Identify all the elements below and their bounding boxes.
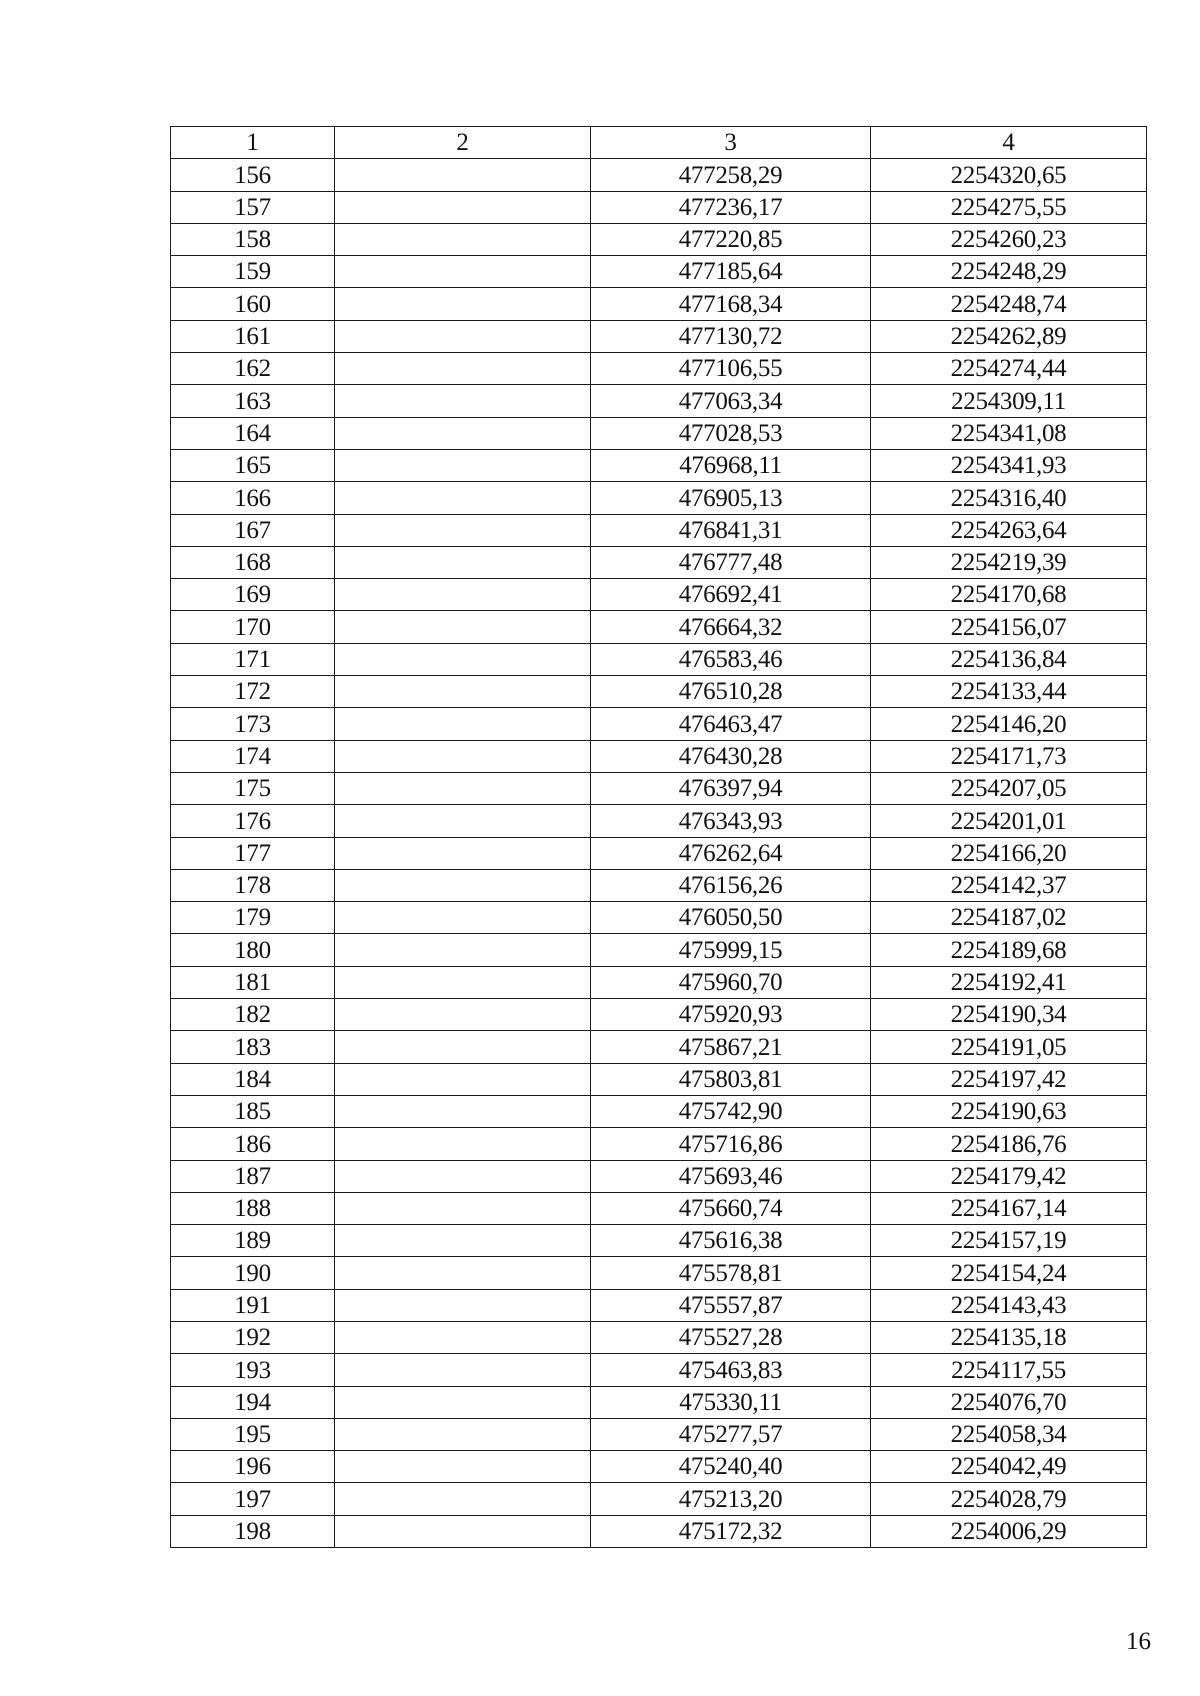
empty-cell [335, 256, 591, 288]
point-number-cell: 193 [171, 1354, 335, 1386]
table-row [171, 417, 1147, 449]
point-number-cell: 194 [171, 1386, 335, 1418]
x-coordinate-cell: 475578,81 [591, 1257, 871, 1289]
table-row [171, 611, 1147, 643]
point-number-cell: 189 [171, 1225, 335, 1257]
empty-cell [335, 1160, 591, 1192]
x-coordinate-cell: 476397,94 [591, 772, 871, 804]
y-coordinate-cell: 2254260,23 [871, 223, 1147, 255]
empty-cell [335, 579, 591, 611]
point-number-cell: 172 [171, 676, 335, 708]
y-coordinate-cell: 2254187,02 [871, 902, 1147, 934]
x-coordinate-cell: 476968,11 [591, 449, 871, 481]
x-coordinate-cell: 475330,11 [591, 1386, 871, 1418]
x-coordinate-cell: 476777,48 [591, 546, 871, 578]
point-number-cell: 169 [171, 579, 335, 611]
table-body [171, 159, 1147, 1548]
x-coordinate-cell: 475463,83 [591, 1354, 871, 1386]
table-row [171, 1031, 1147, 1063]
empty-cell [335, 449, 591, 481]
x-coordinate-cell: 477028,53 [591, 417, 871, 449]
x-coordinate-cell: 475742,90 [591, 1095, 871, 1127]
point-number-cell: 197 [171, 1483, 335, 1515]
x-coordinate-cell: 476510,28 [591, 676, 871, 708]
table-row [171, 708, 1147, 740]
x-coordinate-cell: 476664,32 [591, 611, 871, 643]
column-header-1: 1 [171, 127, 335, 159]
empty-cell [335, 966, 591, 998]
point-number-cell: 160 [171, 288, 335, 320]
table-row [171, 1160, 1147, 1192]
x-coordinate-cell: 475616,38 [591, 1225, 871, 1257]
x-coordinate-cell: 476430,28 [591, 740, 871, 772]
y-coordinate-cell: 2254190,63 [871, 1095, 1147, 1127]
table-row [171, 288, 1147, 320]
x-coordinate-cell: 477258,29 [591, 159, 871, 191]
point-number-cell: 164 [171, 417, 335, 449]
point-number-cell: 195 [171, 1418, 335, 1450]
point-number-cell: 186 [171, 1128, 335, 1160]
empty-cell [335, 191, 591, 223]
point-number-cell: 170 [171, 611, 335, 643]
point-number-cell: 167 [171, 514, 335, 546]
empty-cell [335, 643, 591, 675]
table-row [171, 320, 1147, 352]
x-coordinate-cell: 477130,72 [591, 320, 871, 352]
empty-cell [335, 1451, 591, 1483]
point-number-cell: 180 [171, 934, 335, 966]
point-number-cell: 163 [171, 385, 335, 417]
empty-cell [335, 159, 591, 191]
point-number-cell: 165 [171, 449, 335, 481]
x-coordinate-cell: 477236,17 [591, 191, 871, 223]
empty-cell [335, 1483, 591, 1515]
empty-cell [335, 934, 591, 966]
y-coordinate-cell: 2254186,76 [871, 1128, 1147, 1160]
y-coordinate-cell: 2254207,05 [871, 772, 1147, 804]
y-coordinate-cell: 2254316,40 [871, 482, 1147, 514]
table-row [171, 1483, 1147, 1515]
y-coordinate-cell: 2254274,44 [871, 353, 1147, 385]
y-coordinate-cell: 2254248,29 [871, 256, 1147, 288]
x-coordinate-cell: 477063,34 [591, 385, 871, 417]
x-coordinate-cell: 475920,93 [591, 999, 871, 1031]
empty-cell [335, 1386, 591, 1418]
point-number-cell: 187 [171, 1160, 335, 1192]
x-coordinate-cell: 475693,46 [591, 1160, 871, 1192]
page-number: 16 [1126, 1628, 1151, 1655]
x-coordinate-cell: 475999,15 [591, 934, 871, 966]
point-number-cell: 159 [171, 256, 335, 288]
y-coordinate-cell: 2254157,19 [871, 1225, 1147, 1257]
point-number-cell: 192 [171, 1321, 335, 1353]
y-coordinate-cell: 2254136,84 [871, 643, 1147, 675]
y-coordinate-cell: 2254028,79 [871, 1483, 1147, 1515]
empty-cell [335, 1289, 591, 1321]
table-row [171, 1192, 1147, 1224]
y-coordinate-cell: 2254042,49 [871, 1451, 1147, 1483]
table-row [171, 1386, 1147, 1418]
y-coordinate-cell: 2254201,01 [871, 805, 1147, 837]
y-coordinate-cell: 2254341,93 [871, 449, 1147, 481]
x-coordinate-cell: 475172,32 [591, 1515, 871, 1547]
table-row [171, 1418, 1147, 1450]
empty-cell [335, 837, 591, 869]
empty-cell [335, 1128, 591, 1160]
x-coordinate-cell: 476905,13 [591, 482, 871, 514]
table-row [171, 676, 1147, 708]
point-number-cell: 182 [171, 999, 335, 1031]
point-number-cell: 162 [171, 353, 335, 385]
x-coordinate-cell: 476050,50 [591, 902, 871, 934]
point-number-cell: 188 [171, 1192, 335, 1224]
empty-cell [335, 805, 591, 837]
table-row [171, 159, 1147, 191]
y-coordinate-cell: 2254191,05 [871, 1031, 1147, 1063]
header-row [171, 127, 1147, 159]
table-row [171, 1289, 1147, 1321]
x-coordinate-cell: 475240,40 [591, 1451, 871, 1483]
x-coordinate-cell: 475960,70 [591, 966, 871, 998]
y-coordinate-cell: 2254166,20 [871, 837, 1147, 869]
empty-cell [335, 546, 591, 578]
x-coordinate-cell: 475660,74 [591, 1192, 871, 1224]
empty-cell [335, 611, 591, 643]
table-row [171, 740, 1147, 772]
y-coordinate-cell: 2254189,68 [871, 934, 1147, 966]
y-coordinate-cell: 2254275,55 [871, 191, 1147, 223]
y-coordinate-cell: 2254170,68 [871, 579, 1147, 611]
point-number-cell: 179 [171, 902, 335, 934]
x-coordinate-cell: 476841,31 [591, 514, 871, 546]
table-row [171, 805, 1147, 837]
x-coordinate-cell: 475716,86 [591, 1128, 871, 1160]
x-coordinate-cell: 477106,55 [591, 353, 871, 385]
x-coordinate-cell: 475213,20 [591, 1483, 871, 1515]
table-row [171, 223, 1147, 255]
x-coordinate-cell: 475277,57 [591, 1418, 871, 1450]
x-coordinate-cell: 475867,21 [591, 1031, 871, 1063]
table-row [171, 353, 1147, 385]
point-number-cell: 190 [171, 1257, 335, 1289]
table-row [171, 1128, 1147, 1160]
empty-cell [335, 1192, 591, 1224]
empty-cell [335, 1095, 591, 1127]
point-number-cell: 174 [171, 740, 335, 772]
column-header-3: 3 [591, 127, 871, 159]
point-number-cell: 161 [171, 320, 335, 352]
empty-cell [335, 385, 591, 417]
empty-cell [335, 708, 591, 740]
y-coordinate-cell: 2254167,14 [871, 1192, 1147, 1224]
empty-cell [335, 902, 591, 934]
empty-cell [335, 514, 591, 546]
y-coordinate-cell: 2254341,08 [871, 417, 1147, 449]
empty-cell [335, 1063, 591, 1095]
point-number-cell: 171 [171, 643, 335, 675]
column-header-4: 4 [871, 127, 1147, 159]
table-row [171, 449, 1147, 481]
y-coordinate-cell: 2254142,37 [871, 869, 1147, 901]
y-coordinate-cell: 2254197,42 [871, 1063, 1147, 1095]
point-number-cell: 196 [171, 1451, 335, 1483]
empty-cell [335, 1418, 591, 1450]
table-row [171, 1257, 1147, 1289]
y-coordinate-cell: 2254171,73 [871, 740, 1147, 772]
table-row [171, 1354, 1147, 1386]
empty-cell [335, 1321, 591, 1353]
table-row [171, 643, 1147, 675]
empty-cell [335, 676, 591, 708]
x-coordinate-cell: 476463,47 [591, 708, 871, 740]
y-coordinate-cell: 2254156,07 [871, 611, 1147, 643]
point-number-cell: 158 [171, 223, 335, 255]
y-coordinate-cell: 2254154,24 [871, 1257, 1147, 1289]
table-row [171, 385, 1147, 417]
y-coordinate-cell: 2254219,39 [871, 546, 1147, 578]
point-number-cell: 173 [171, 708, 335, 740]
y-coordinate-cell: 2254076,70 [871, 1386, 1147, 1418]
table-row [171, 1063, 1147, 1095]
empty-cell [335, 482, 591, 514]
empty-cell [335, 353, 591, 385]
point-number-cell: 176 [171, 805, 335, 837]
empty-cell [335, 288, 591, 320]
empty-cell [335, 999, 591, 1031]
x-coordinate-cell: 476156,26 [591, 869, 871, 901]
point-number-cell: 178 [171, 869, 335, 901]
y-coordinate-cell: 2254262,89 [871, 320, 1147, 352]
point-number-cell: 157 [171, 191, 335, 223]
x-coordinate-cell: 477168,34 [591, 288, 871, 320]
empty-cell [335, 740, 591, 772]
y-coordinate-cell: 2254133,44 [871, 676, 1147, 708]
x-coordinate-cell: 476692,41 [591, 579, 871, 611]
table-row [171, 1515, 1147, 1547]
y-coordinate-cell: 2254179,42 [871, 1160, 1147, 1192]
empty-cell [335, 223, 591, 255]
x-coordinate-cell: 475527,28 [591, 1321, 871, 1353]
empty-cell [335, 772, 591, 804]
y-coordinate-cell: 2254263,64 [871, 514, 1147, 546]
y-coordinate-cell: 2254248,74 [871, 288, 1147, 320]
y-coordinate-cell: 2254190,34 [871, 999, 1147, 1031]
x-coordinate-cell: 477220,85 [591, 223, 871, 255]
empty-cell [335, 869, 591, 901]
table-row [171, 999, 1147, 1031]
y-coordinate-cell: 2254146,20 [871, 708, 1147, 740]
point-number-cell: 198 [171, 1515, 335, 1547]
column-header-2: 2 [335, 127, 591, 159]
empty-cell [335, 417, 591, 449]
empty-cell [335, 1031, 591, 1063]
x-coordinate-cell: 476583,46 [591, 643, 871, 675]
table-row [171, 902, 1147, 934]
point-number-cell: 191 [171, 1289, 335, 1321]
empty-cell [335, 1225, 591, 1257]
coordinates-table [170, 126, 1147, 1548]
table-row [171, 546, 1147, 578]
y-coordinate-cell: 2254192,41 [871, 966, 1147, 998]
x-coordinate-cell: 476262,64 [591, 837, 871, 869]
y-coordinate-cell: 2254135,18 [871, 1321, 1147, 1353]
table-row [171, 579, 1147, 611]
x-coordinate-cell: 477185,64 [591, 256, 871, 288]
table-row [171, 1225, 1147, 1257]
point-number-cell: 168 [171, 546, 335, 578]
empty-cell [335, 1257, 591, 1289]
y-coordinate-cell: 2254320,65 [871, 159, 1147, 191]
table-row [171, 1095, 1147, 1127]
table-header [171, 127, 1147, 159]
point-number-cell: 184 [171, 1063, 335, 1095]
y-coordinate-cell: 2254143,43 [871, 1289, 1147, 1321]
point-number-cell: 185 [171, 1095, 335, 1127]
table-row [171, 934, 1147, 966]
y-coordinate-cell: 2254006,29 [871, 1515, 1147, 1547]
table-row [171, 869, 1147, 901]
point-number-cell: 181 [171, 966, 335, 998]
table-row [171, 256, 1147, 288]
table-row [171, 514, 1147, 546]
x-coordinate-cell: 475557,87 [591, 1289, 871, 1321]
point-number-cell: 183 [171, 1031, 335, 1063]
x-coordinate-cell: 476343,93 [591, 805, 871, 837]
table-row [171, 772, 1147, 804]
empty-cell [335, 1515, 591, 1547]
point-number-cell: 166 [171, 482, 335, 514]
point-number-cell: 175 [171, 772, 335, 804]
y-coordinate-cell: 2254309,11 [871, 385, 1147, 417]
empty-cell [335, 1354, 591, 1386]
point-number-cell: 177 [171, 837, 335, 869]
table-row [171, 1321, 1147, 1353]
y-coordinate-cell: 2254058,34 [871, 1418, 1147, 1450]
point-number-cell: 156 [171, 159, 335, 191]
y-coordinate-cell: 2254117,55 [871, 1354, 1147, 1386]
x-coordinate-cell: 475803,81 [591, 1063, 871, 1095]
table-row [171, 837, 1147, 869]
table-row [171, 966, 1147, 998]
table-row [171, 1451, 1147, 1483]
table-row [171, 482, 1147, 514]
empty-cell [335, 320, 591, 352]
table-row [171, 191, 1147, 223]
